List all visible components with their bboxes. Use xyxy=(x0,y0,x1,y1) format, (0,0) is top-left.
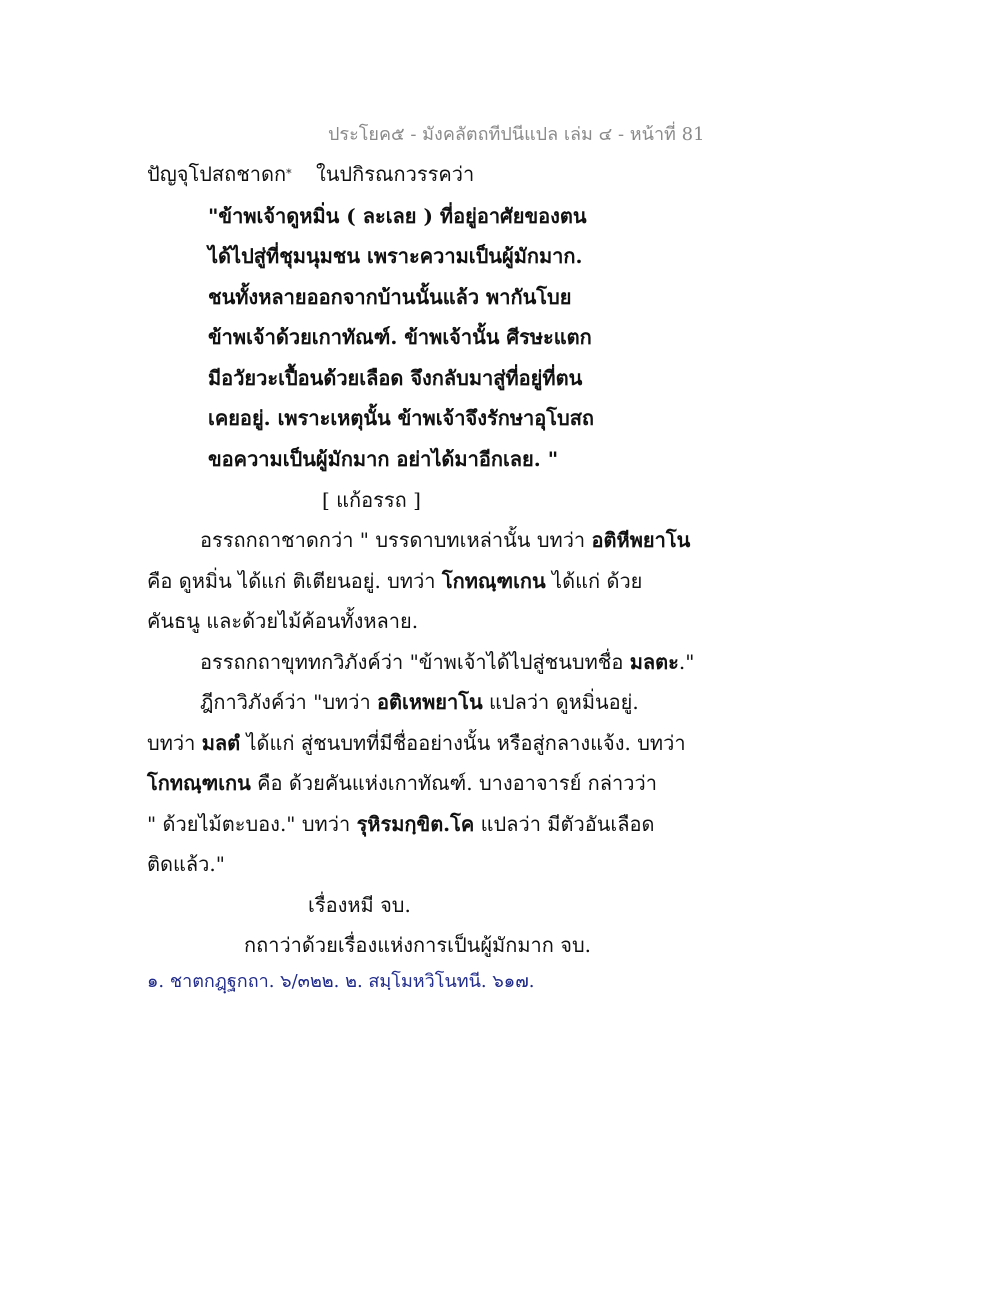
footnotes: ๑. ชาตกฎฺฐกถา. ๖/๓๒๒. ๒. สมฺโมหวิโนทนี. ๖๑๗. xyxy=(147,971,535,992)
story-end: เรื่องหมี จบ. xyxy=(308,893,411,917)
verse-line-6: เคยอยู่. เพราะเหตุนั้น ข้าพเจ้าจึงรักษาอุโบสถ xyxy=(208,406,595,430)
pali-term: โกทณฺฑเกน xyxy=(147,771,251,795)
section-heading: [ แก้อรรถ ] xyxy=(322,488,421,512)
body-text: แปลว่า ดูหมิ่นอยู่. xyxy=(482,690,639,714)
body-text: ได้แก่ ด้วย xyxy=(545,569,643,593)
body-text: อรรถกถาชาดกว่า " บรรดาบทเหล่านั้น บทว่า xyxy=(200,528,592,552)
pali-term: รุหิรมกฺขิต.โค xyxy=(356,812,475,836)
body-text: คือ ดูหมิ่น ได้แก่ ติเตียนอยู่. บทว่า xyxy=(147,569,442,593)
body-line-9 xyxy=(147,810,654,838)
body-text: บทว่า xyxy=(147,731,202,755)
body-line-6 xyxy=(200,688,639,716)
body-text: อรรถกถาขุททกวิภังค์ว่า "ข้าพเจ้าได้ไปสู่ชนบทชื่อ xyxy=(200,650,630,674)
body-line-8 xyxy=(147,769,657,797)
body-line-4: คันธนู และด้วยไม้ค้อนทั้งหลาย. xyxy=(147,609,419,633)
verse-line-2: ได้ไปสู่ที่ชุมนุมชน เพราะความเป็นผู้มักมาก. xyxy=(208,244,583,268)
body-line-3 xyxy=(147,567,642,595)
body-text: ในปกิรณกวรรคว่า xyxy=(315,162,475,186)
body-text: ." xyxy=(678,650,695,674)
pali-term: มลตะ xyxy=(629,650,679,674)
body-line-2 xyxy=(200,526,690,554)
page-header: ประโยค๕ - มังคลัตถทีปนีแปล เล่ม ๔ - หน้าที่ 81 xyxy=(328,124,705,145)
chapter-end: กถาว่าด้วยเรื่องแห่งการเป็นผู้มักมาก จบ. xyxy=(244,933,591,957)
body-text: คือ ด้วยคันแห่งเกาทัณฑ์. บางอาจารย์ กล่าวว่า xyxy=(250,771,657,795)
pali-term: อติหีพยาโน xyxy=(591,528,691,552)
body-text: ฎีกาวิภังค์ว่า "บทว่า xyxy=(200,690,378,714)
verse-line-1: "ข้าพเจ้าดูหมิ่น ( ละเลย ) ที่อยู่อาศัยของตน xyxy=(208,204,587,228)
verse-line-4: ข้าพเจ้าด้วยเกาทัณฑ์. ข้าพเจ้านั้น ศีรษะแตก xyxy=(208,325,592,349)
body-text: ได้แก่ สู่ชนบทที่มีชื่ออย่างนั้น หรือสู่กลางแจ้ง. บทว่า xyxy=(240,731,686,755)
body-text: แปลว่า มีตัวอันเลือด xyxy=(474,812,655,836)
body-text: ปัญจุโปสถชาดก xyxy=(147,162,287,186)
footnote-marker: * xyxy=(286,167,292,180)
pali-term: อติเหพยาโน xyxy=(377,690,483,714)
pali-term: มลตํ xyxy=(201,731,241,755)
pali-term: โกทณฺฑเกน xyxy=(441,569,546,593)
verse-line-7: ขอความเป็นผู้มักมาก อย่าได้มาอีกเลย. " xyxy=(208,447,559,471)
verse-line-5: มีอวัยวะเปื้อนด้วยเลือด จึงกลับมาสู่ที่อยู่ที่ตน xyxy=(208,366,583,390)
body-text: " ด้วยไม้ตะบอง." บทว่า xyxy=(147,812,357,836)
body-line-7 xyxy=(147,729,686,757)
body-line-1 xyxy=(147,160,474,188)
verse-line-3: ชนทั้งหลายออกจากบ้านนั้นแล้ว พากันโบย xyxy=(208,285,572,309)
body-line-10: ติดแล้ว." xyxy=(147,852,225,876)
body-line-5 xyxy=(200,648,694,676)
